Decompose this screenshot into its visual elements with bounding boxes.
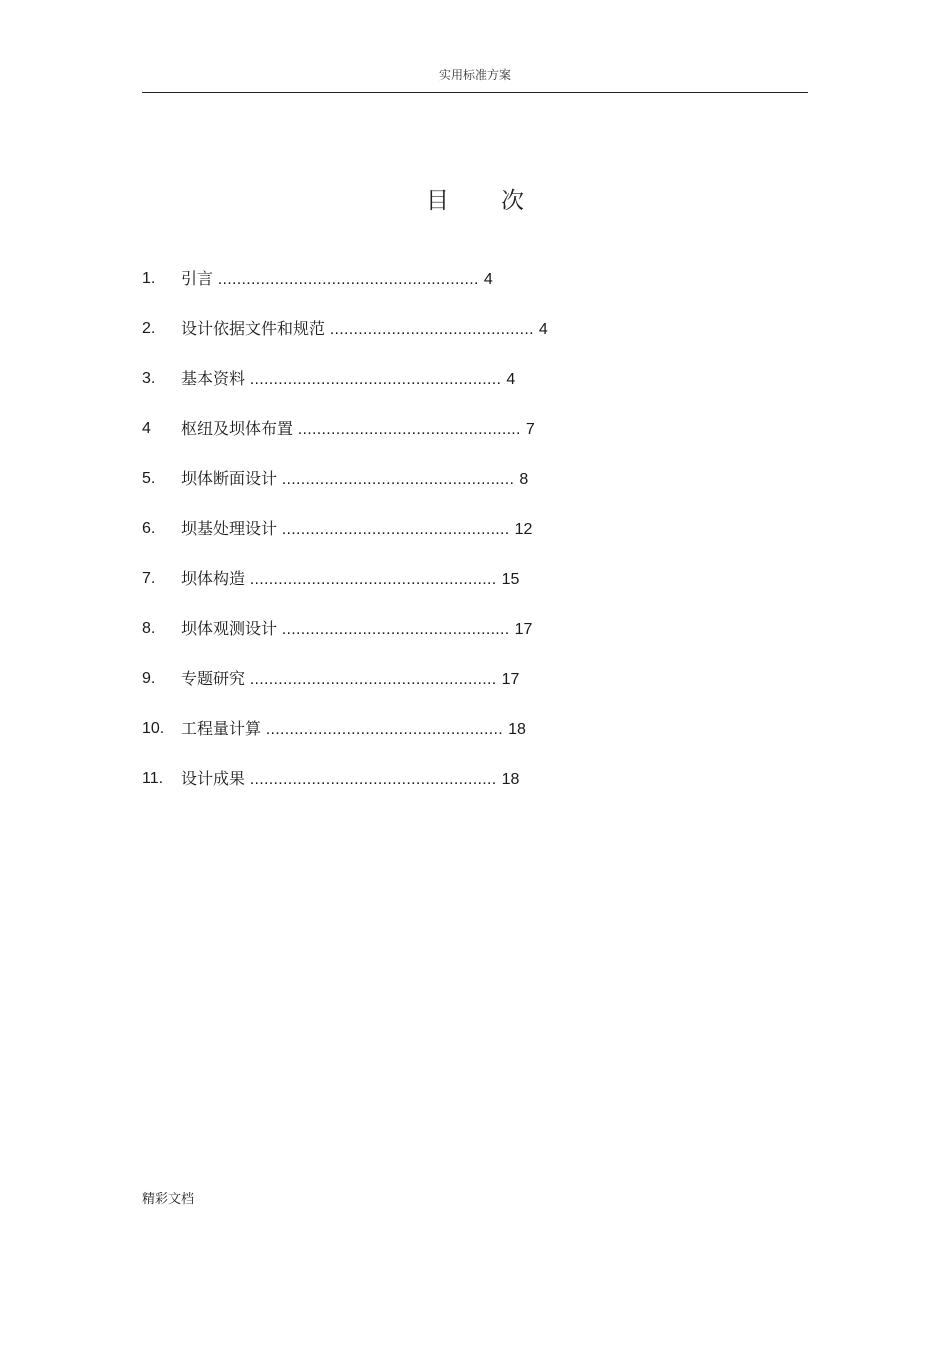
- toc-title: 工程量计算: [181, 719, 262, 738]
- toc-entry[interactable]: [142, 715, 762, 765]
- toc-number: 11.: [142, 770, 164, 787]
- toc-number: 1.: [142, 270, 156, 287]
- toc-page-number: 17: [514, 621, 533, 638]
- toc-separator: .: [277, 471, 287, 488]
- toc-leader-dots: ..........................................: [334, 321, 534, 338]
- toc-title: 坝体观测设计: [181, 619, 278, 638]
- toc-separator: .: [277, 521, 287, 538]
- toc-page-number: 15: [501, 571, 520, 588]
- toc-separator: .: [277, 621, 287, 638]
- toc-leader-dots: ..............................................: [302, 421, 521, 438]
- page-footer: 精彩文档: [142, 1192, 195, 1207]
- toc-leader-dots: ................................................: [286, 471, 515, 488]
- toc-entry[interactable]: [142, 315, 762, 365]
- toc-entry[interactable]: [142, 615, 762, 665]
- toc-leader-dots: ...............................................: [286, 621, 510, 638]
- page-header: [142, 66, 808, 93]
- toc-entry[interactable]: [142, 265, 762, 315]
- toc-entry[interactable]: [142, 665, 762, 715]
- toc-leader-dots: ...................................................: [254, 671, 497, 688]
- toc-title: 设计成果: [181, 769, 246, 788]
- toc-separator: .: [213, 271, 223, 288]
- toc-separator: .: [325, 321, 335, 338]
- toc-number: 4: [142, 420, 151, 437]
- toc-page-number: 8: [519, 471, 529, 488]
- toc-entry[interactable]: [142, 515, 762, 565]
- toc-leader-dots: ......................................................: [222, 271, 479, 288]
- toc-title: 设计依据文件和规范: [181, 319, 326, 338]
- toc-leader-dots: ...............................................: [286, 521, 510, 538]
- toc-page-number: 4: [483, 271, 493, 288]
- title-char-1: 目: [426, 188, 449, 214]
- toc-number: 8.: [142, 620, 156, 637]
- toc-number: 5.: [142, 470, 156, 487]
- toc-number: 9.: [142, 670, 156, 687]
- toc-page-number: 7: [525, 421, 535, 438]
- toc-entry[interactable]: [142, 765, 762, 815]
- toc-page-number: 4: [538, 321, 548, 338]
- toc-page-number: 12: [514, 521, 533, 538]
- toc-page-number: 4: [506, 371, 516, 388]
- toc-separator: .: [245, 371, 255, 388]
- toc-leader-dots: ...................................................: [254, 571, 497, 588]
- toc-title: 基本资料: [181, 369, 246, 388]
- toc-title: 坝基处理设计: [181, 519, 278, 538]
- toc-number: 2.: [142, 320, 156, 337]
- toc-separator: .: [245, 771, 255, 788]
- toc-number: 3.: [142, 370, 156, 387]
- toc-separator: .: [245, 571, 255, 588]
- toc-separator: .: [293, 421, 303, 438]
- header-text: 实用标准方案: [438, 68, 511, 82]
- toc-entry[interactable]: [142, 365, 762, 415]
- title-char-2: 次: [501, 188, 524, 214]
- toc-page-number: 18: [501, 771, 520, 788]
- page-title: [0, 185, 950, 217]
- toc-title: 引言: [181, 269, 214, 288]
- toc-entry[interactable]: [142, 415, 762, 465]
- toc-separator: .: [245, 671, 255, 688]
- toc-title: 坝体断面设计: [181, 469, 278, 488]
- toc-entry[interactable]: [142, 565, 762, 615]
- toc-separator: .: [261, 721, 271, 738]
- toc-title: 专题研究: [181, 669, 246, 688]
- toc-leader-dots: ....................................................: [254, 371, 502, 388]
- toc-leader-dots: .................................................: [270, 721, 504, 738]
- toc-number: 7.: [142, 570, 156, 587]
- toc-leader-dots: ...................................................: [254, 771, 497, 788]
- toc-number: 10.: [142, 720, 165, 737]
- toc-page-number: 17: [501, 671, 520, 688]
- toc-entry[interactable]: [142, 465, 762, 515]
- toc-title: 枢纽及坝体布置: [181, 419, 294, 438]
- toc-number: 6.: [142, 520, 156, 537]
- table-of-contents: [142, 265, 762, 815]
- toc-title: 坝体构造: [181, 569, 246, 588]
- toc-page-number: 18: [508, 721, 526, 738]
